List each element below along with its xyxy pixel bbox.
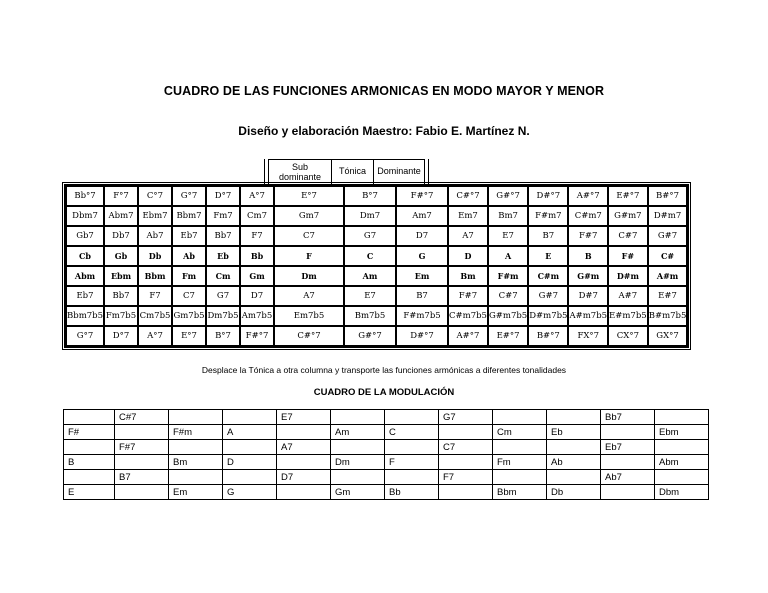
modulation-cell	[223, 410, 277, 425]
page-title: CUADRO DE LAS FUNCIONES ARMONICAS EN MODO MAYOR Y MENOR	[163, 84, 605, 98]
modulation-cell	[277, 485, 331, 500]
chord-cell: G#7	[648, 226, 688, 246]
modulation-cell: Fm	[493, 455, 547, 470]
chord-cell: C°7	[138, 186, 172, 206]
chord-row	[66, 246, 687, 266]
chord-cell: Dm7	[344, 206, 396, 226]
chord-row	[66, 286, 687, 306]
chord-cell: Ab7	[138, 226, 172, 246]
chord-cell: Gm7b5	[172, 306, 206, 326]
chord-cell: F#7	[568, 226, 608, 246]
modulation-cell: F	[385, 455, 439, 470]
chord-cell: B7	[396, 286, 448, 306]
modulation-cell: C	[385, 425, 439, 440]
chord-cell: F7	[138, 286, 172, 306]
chord-cell: A#°7	[568, 186, 608, 206]
chord-cell: D#7	[568, 286, 608, 306]
chord-cell: Eb7	[66, 286, 104, 306]
instruction-text: Desplace la Tónica a otra columna y transporte las funciones armónicas a diferentes tonalidades	[201, 365, 567, 375]
chord-cell: B	[568, 246, 608, 266]
modulation-table	[63, 409, 709, 500]
chord-cell: Cb	[66, 246, 104, 266]
modulation-cell	[115, 425, 169, 440]
chord-cell: A°7	[240, 186, 274, 206]
chord-cell: F#°7	[396, 186, 448, 206]
chord-cell: Bb7	[206, 226, 240, 246]
chord-cell: G°7	[66, 326, 104, 346]
chord-cell: Cm7b5	[138, 306, 172, 326]
chord-cell: Bb	[240, 246, 274, 266]
chord-cell: Gm	[240, 266, 274, 286]
modulation-cell: G	[223, 485, 277, 500]
chord-cell: D7	[396, 226, 448, 246]
modulation-cell	[601, 485, 655, 500]
modulation-cell: Am	[331, 425, 385, 440]
modulation-cell	[223, 440, 277, 455]
chord-cell: Bm	[448, 266, 488, 286]
chord-cell: Gm7	[274, 206, 344, 226]
chord-cell: E°7	[274, 186, 344, 206]
chord-cell: D°7	[206, 186, 240, 206]
header-sub-line1: Sub	[291, 162, 308, 172]
chord-cell: CX°7	[608, 326, 648, 346]
chord-cell: G7	[344, 226, 396, 246]
modulation-cell: Bb	[385, 485, 439, 500]
modulation-cell	[547, 440, 601, 455]
modulation-cell: F#m	[169, 425, 223, 440]
chord-cell: B#m7b5	[648, 306, 688, 326]
modulation-cell: Ab7	[601, 470, 655, 485]
harmonic-functions-table	[64, 184, 689, 348]
modulation-row	[64, 455, 709, 470]
chord-cell: D#m7	[648, 206, 688, 226]
header-dominante: Dominante	[374, 159, 425, 184]
chord-cell: E#°7	[488, 326, 528, 346]
chord-cell: Eb7	[172, 226, 206, 246]
modulation-cell	[385, 470, 439, 485]
chord-cell: Am7	[396, 206, 448, 226]
modulation-cell	[223, 470, 277, 485]
chord-cell: B7	[528, 226, 568, 246]
modulation-cell	[169, 470, 223, 485]
chord-cell: E7	[488, 226, 528, 246]
chord-cell: Gb7	[66, 226, 104, 246]
chord-cell: G#°7	[344, 326, 396, 346]
modulation-cell	[277, 455, 331, 470]
chord-row	[66, 266, 687, 286]
chord-cell: D#m7b5	[528, 306, 568, 326]
chord-cell: C#m7b5	[448, 306, 488, 326]
chord-cell: Am7b5	[240, 306, 274, 326]
chord-cell: A7	[274, 286, 344, 306]
modulation-cell: Eb7	[601, 440, 655, 455]
chord-cell: D#°7	[396, 326, 448, 346]
chord-cell: Em	[396, 266, 448, 286]
modulation-cell: C7	[439, 440, 493, 455]
modulation-cell	[115, 455, 169, 470]
chord-cell: C7	[172, 286, 206, 306]
chord-cell: C#°7	[448, 186, 488, 206]
modulation-cell	[655, 440, 709, 455]
modulation-cell	[493, 470, 547, 485]
chord-cell: GX°7	[648, 326, 688, 346]
chord-cell: A#m	[648, 266, 688, 286]
modulation-title: CUADRO DE LA MODULACIÓN	[313, 387, 455, 398]
modulation-cell	[277, 425, 331, 440]
chord-cell: G#7	[528, 286, 568, 306]
modulation-cell	[493, 410, 547, 425]
page-subtitle: Diseño y elaboración Maestro: Fabio E. Martínez N.	[238, 124, 530, 138]
modulation-cell: E7	[277, 410, 331, 425]
chord-cell: Dbm7	[66, 206, 104, 226]
chord-cell: Cm	[206, 266, 240, 286]
header-tonica: Tónica	[332, 159, 374, 184]
chord-cell: G°7	[172, 186, 206, 206]
chord-cell: Bb°7	[66, 186, 104, 206]
chord-cell: Fm7	[206, 206, 240, 226]
modulation-cell: C#7	[115, 410, 169, 425]
chord-cell: Eb	[206, 246, 240, 266]
modulation-cell	[169, 440, 223, 455]
chord-cell: C#7	[488, 286, 528, 306]
chord-cell: D#m	[608, 266, 648, 286]
modulation-cell: Db	[547, 485, 601, 500]
chord-cell: C#°7	[274, 326, 344, 346]
chord-cell: Ebm7	[138, 206, 172, 226]
chord-cell: Bm7b5	[344, 306, 396, 326]
chord-cell: B°7	[206, 326, 240, 346]
chord-cell: A#7	[608, 286, 648, 306]
modulation-cell	[331, 470, 385, 485]
chord-cell: F#	[608, 246, 648, 266]
chord-cell: E#m7b5	[608, 306, 648, 326]
modulation-cell: A	[223, 425, 277, 440]
chord-cell: F#7	[448, 286, 488, 306]
chord-cell: FX°7	[568, 326, 608, 346]
chord-cell: D7	[240, 286, 274, 306]
modulation-cell	[655, 470, 709, 485]
modulation-row	[64, 410, 709, 425]
chord-cell: G7	[206, 286, 240, 306]
header-border-right	[428, 159, 429, 185]
chord-cell: E#7	[648, 286, 688, 306]
chord-cell: F#°7	[240, 326, 274, 346]
chord-cell: B#°7	[528, 326, 568, 346]
chord-cell: Bm7	[488, 206, 528, 226]
chord-cell: Bbm7b5	[66, 306, 104, 326]
modulation-cell	[547, 470, 601, 485]
chord-cell: F°7	[104, 186, 138, 206]
modulation-cell	[385, 410, 439, 425]
modulation-cell: Cm	[493, 425, 547, 440]
chord-cell: C7	[274, 226, 344, 246]
chord-cell: C	[344, 246, 396, 266]
modulation-cell: Gm	[331, 485, 385, 500]
chord-cell: E°7	[172, 326, 206, 346]
modulation-cell: Abm	[655, 455, 709, 470]
header-sub-line2: dominante	[278, 172, 322, 182]
chord-cell: A#°7	[448, 326, 488, 346]
chord-cell: F#m7b5	[396, 306, 448, 326]
modulation-cell	[331, 440, 385, 455]
chord-cell: Abm	[66, 266, 104, 286]
modulation-cell	[385, 440, 439, 455]
modulation-cell	[601, 455, 655, 470]
modulation-cell: F7	[439, 470, 493, 485]
chord-cell: Dm7b5	[206, 306, 240, 326]
modulation-cell: Eb	[547, 425, 601, 440]
chord-row	[66, 226, 687, 246]
chord-cell: Cm7	[240, 206, 274, 226]
chord-cell: G#m7b5	[488, 306, 528, 326]
modulation-cell: Em	[169, 485, 223, 500]
modulation-cell: B7	[115, 470, 169, 485]
modulation-cell: Dbm	[655, 485, 709, 500]
chord-cell: Db7	[104, 226, 138, 246]
chord-cell: Bbm	[138, 266, 172, 286]
chord-cell: Bb7	[104, 286, 138, 306]
chord-cell: Abm7	[104, 206, 138, 226]
modulation-cell	[439, 455, 493, 470]
chord-cell: G	[396, 246, 448, 266]
chord-cell: F#m7	[528, 206, 568, 226]
chord-cell: A°7	[138, 326, 172, 346]
chord-cell: Gb	[104, 246, 138, 266]
chord-cell: C#7	[608, 226, 648, 246]
modulation-cell	[331, 410, 385, 425]
chord-cell: F7	[240, 226, 274, 246]
modulation-cell	[439, 485, 493, 500]
modulation-cell: Ab	[547, 455, 601, 470]
chord-cell: C#m	[528, 266, 568, 286]
modulation-cell	[64, 440, 115, 455]
chord-row	[66, 186, 687, 206]
chord-cell: Am	[344, 266, 396, 286]
modulation-cell	[547, 410, 601, 425]
modulation-cell	[439, 425, 493, 440]
chord-cell: G#°7	[488, 186, 528, 206]
chord-cell: D	[448, 246, 488, 266]
chord-cell: Ab	[172, 246, 206, 266]
chord-cell: D°7	[104, 326, 138, 346]
modulation-row	[64, 440, 709, 455]
chord-cell: A#m7b5	[568, 306, 608, 326]
chord-cell: Dm	[274, 266, 344, 286]
chord-cell: G#m	[568, 266, 608, 286]
modulation-cell: G7	[439, 410, 493, 425]
modulation-cell: Bbm	[493, 485, 547, 500]
chord-cell: F	[274, 246, 344, 266]
chord-cell: Bbm7	[172, 206, 206, 226]
modulation-cell: D7	[277, 470, 331, 485]
chord-cell: E	[528, 246, 568, 266]
chord-row	[66, 306, 687, 326]
chord-cell: C#m7	[568, 206, 608, 226]
chord-cell: A	[488, 246, 528, 266]
chord-row	[66, 206, 687, 226]
chord-cell: Fm7b5	[104, 306, 138, 326]
modulation-cell: B	[64, 455, 115, 470]
modulation-row	[64, 485, 709, 500]
modulation-cell: F#7	[115, 440, 169, 455]
chord-cell: Em7b5	[274, 306, 344, 326]
chord-cell: A7	[448, 226, 488, 246]
modulation-cell: Bb7	[601, 410, 655, 425]
header-border-left	[264, 159, 265, 185]
modulation-row	[64, 425, 709, 440]
modulation-cell: A7	[277, 440, 331, 455]
modulation-cell	[64, 470, 115, 485]
modulation-cell	[64, 410, 115, 425]
chord-cell: E#°7	[608, 186, 648, 206]
modulation-cell: E	[64, 485, 115, 500]
chord-cell: Fm	[172, 266, 206, 286]
chord-row	[66, 326, 687, 346]
modulation-cell: Dm	[331, 455, 385, 470]
chord-cell: E7	[344, 286, 396, 306]
modulation-row	[64, 470, 709, 485]
chord-cell: Ebm	[104, 266, 138, 286]
header-subdominante	[268, 159, 332, 184]
chord-cell: B#°7	[648, 186, 688, 206]
chord-cell: Em7	[448, 206, 488, 226]
chord-cell: B°7	[344, 186, 396, 206]
chord-cell: Db	[138, 246, 172, 266]
modulation-cell: Bm	[169, 455, 223, 470]
chord-cell: G#m7	[608, 206, 648, 226]
modulation-cell	[115, 485, 169, 500]
modulation-cell: F#	[64, 425, 115, 440]
modulation-cell	[493, 440, 547, 455]
chord-cell: D#°7	[528, 186, 568, 206]
modulation-cell	[601, 425, 655, 440]
chord-cell: C#	[648, 246, 688, 266]
modulation-cell: D	[223, 455, 277, 470]
modulation-cell: Ebm	[655, 425, 709, 440]
modulation-cell	[169, 410, 223, 425]
modulation-cell	[655, 410, 709, 425]
chord-cell: F#m	[488, 266, 528, 286]
